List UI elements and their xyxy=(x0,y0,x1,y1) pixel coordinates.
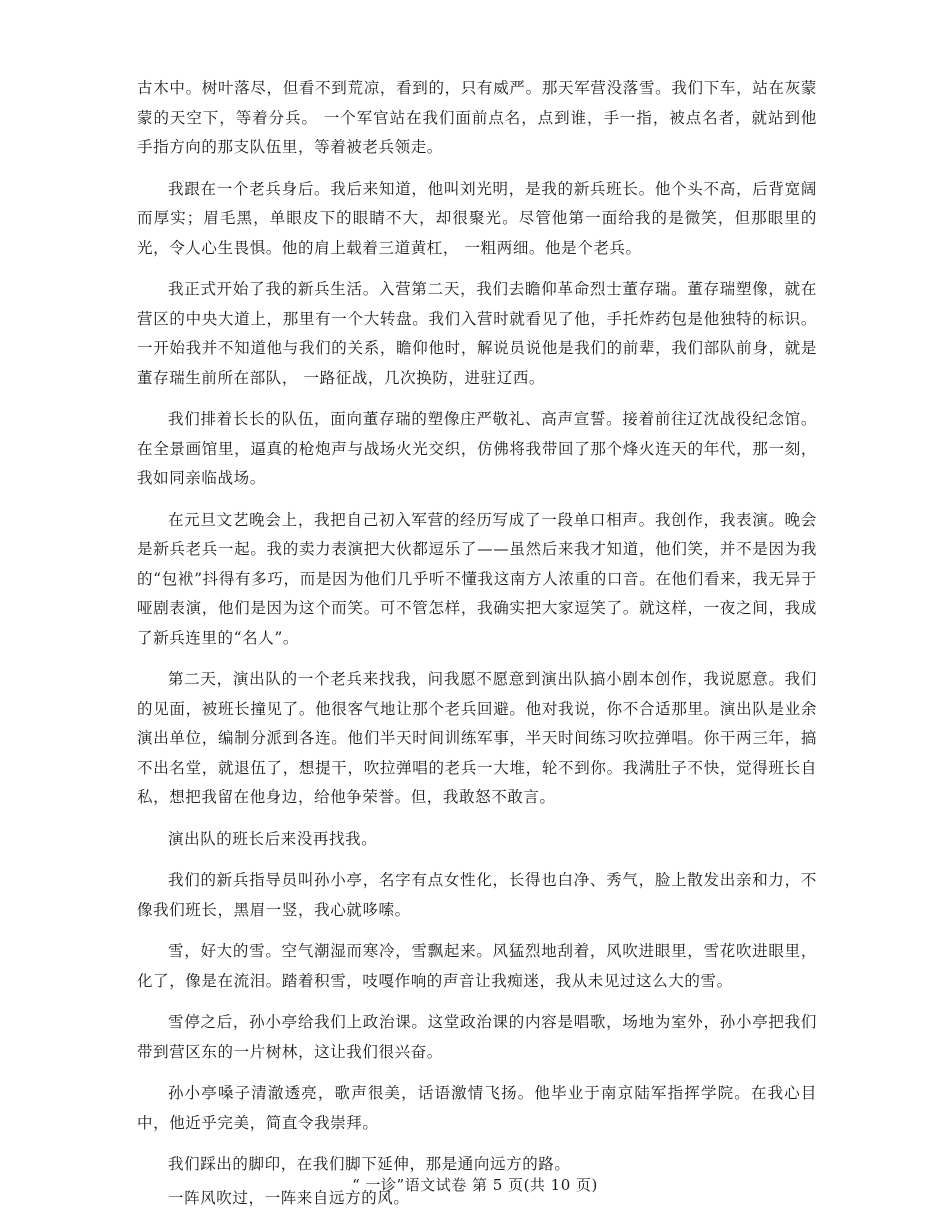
paragraph: 在元旦文艺晚会上，我把自己初入军营的经历写成了一段单口相声。我创作，我表演。晚会是新兵老兵一起。我的卖力表演把大伙都逗乐了——虽然后来我才知道，他们笑，并不是因为我的“包袱”抖得有多巧，而是因为他们几乎听不懂我这南方人浓重的口音。在他们看来，我无异于哑剧表演，他们是因为这个而笑。可不管怎样，我确实把大家逗笑了。就这样，一夜之间，我成了新兵连里的“名人”。 xyxy=(137,510,817,647)
paragraph: 古木中。树叶落尽，但看不到荒凉，看到的，只有威严。那天军营没落雪。我们下车，站在灰蒙蒙的天空下，等着分兵。 一个军官站在我们面前点名，点到谁，手一指，被点名者，就站到他手指方向的那支队伍里，等着被老兵领走。 xyxy=(137,79,817,156)
paragraph: 我跟在一个老兵身后。我后来知道，他叫刘光明，是我的新兵班长。他个头不高，后背宽阔而厚实；眉毛黑，单眼皮下的眼睛不大，却很聚光。尽管他第一面给我的是微笑，但那眼里的光，令人心生畏惧。他的肩上载着三道黄杠， 一粗两细。他是个老兵。 xyxy=(137,179,817,257)
paragraph: 我们的新兵指导员叫孙小亭，名字有点女性化，长得也白净、秀气，脸上散发出亲和力，不像我们班长，黑眉一竖，我心就哆嗦。 xyxy=(137,871,817,919)
paragraph: 我正式开始了我的新兵生活。入营第二天，我们去瞻仰革命烈士董存瑞。董存瑞塑像，就在营区的中央大道上，那里有一个大转盘。我们入营时就看见了他，手托炸药包是他独特的标识。一开始我并不知道他与我们的关系，瞻仰他时，解说员说他是我们的前辈，我们部队前身，就是董存瑞生前所在部队， 一路征战，几次换防，进驻辽西。 xyxy=(137,280,817,387)
paragraph: 雪，好大的雪。空气潮湿而寒冷，雪飘起来。风猛烈地刮着，风吹进眼里，雪花吹进眼里，化了，像是在流泪。踏着积雪，吱嘎作响的声音让我痴迷，我从未见过这么大的雪。 xyxy=(137,942,817,990)
paragraph: 孙小亭嗓子清澈透亮，歌声很美，话语激情飞扬。他毕业于南京陆军指挥学院。在我心目中，他近乎完美，简直令我崇拜。 xyxy=(137,1084,817,1132)
page-footer: “ 一诊”语文试卷 第 5 页(共 10 页) xyxy=(352,1176,598,1194)
paragraph: 一阵风吹过，一阵来自远方的风。 xyxy=(168,1188,410,1207)
paragraph: 我们踩出的脚印，在我们脚下延伸，那是通向远方的路。 xyxy=(168,1155,571,1173)
article-body xyxy=(137,74,817,1213)
paragraph: 第二天，演出队的一个老兵来找我，问我愿不愿意到演出队搞小剧本创作，我说愿意。我们的见面，被班长撞见了。他很客气地让那个老兵回避。他对我说，你不合适那里。演出队是业余演出单位，编制分派到各连。他们半天时间训练军事，半天时间练习吹拉弹唱。你干两三年，搞不出名堂，就退伍了，想提干，吹拉弹唱的老兵一大堆，轮不到你。我满肚子不快，觉得班长自私，想把我留在他身边，给他争荣誉。但，我敢怒不敢言。 xyxy=(137,670,817,806)
paragraph: 雪停之后，孙小亭给我们上政治课。这堂政治课的内容是唱歌，场地为室外，孙小亭把我们带到营区东的一片树林，这让我们很兴奋。 xyxy=(137,1013,817,1061)
paragraph: 我们排着长长的队伍，面向董存瑞的塑像庄严敬礼、高声宣誓。接着前往辽沈战役纪念馆。在全景画馆里，逼真的枪炮声与战场火光交织，仿佛将我带回了那个烽火连天的年代，那一刻，我如同亲临战场。 xyxy=(137,410,817,487)
paragraph: 演出队的班长后来没再找我。 xyxy=(168,829,378,848)
